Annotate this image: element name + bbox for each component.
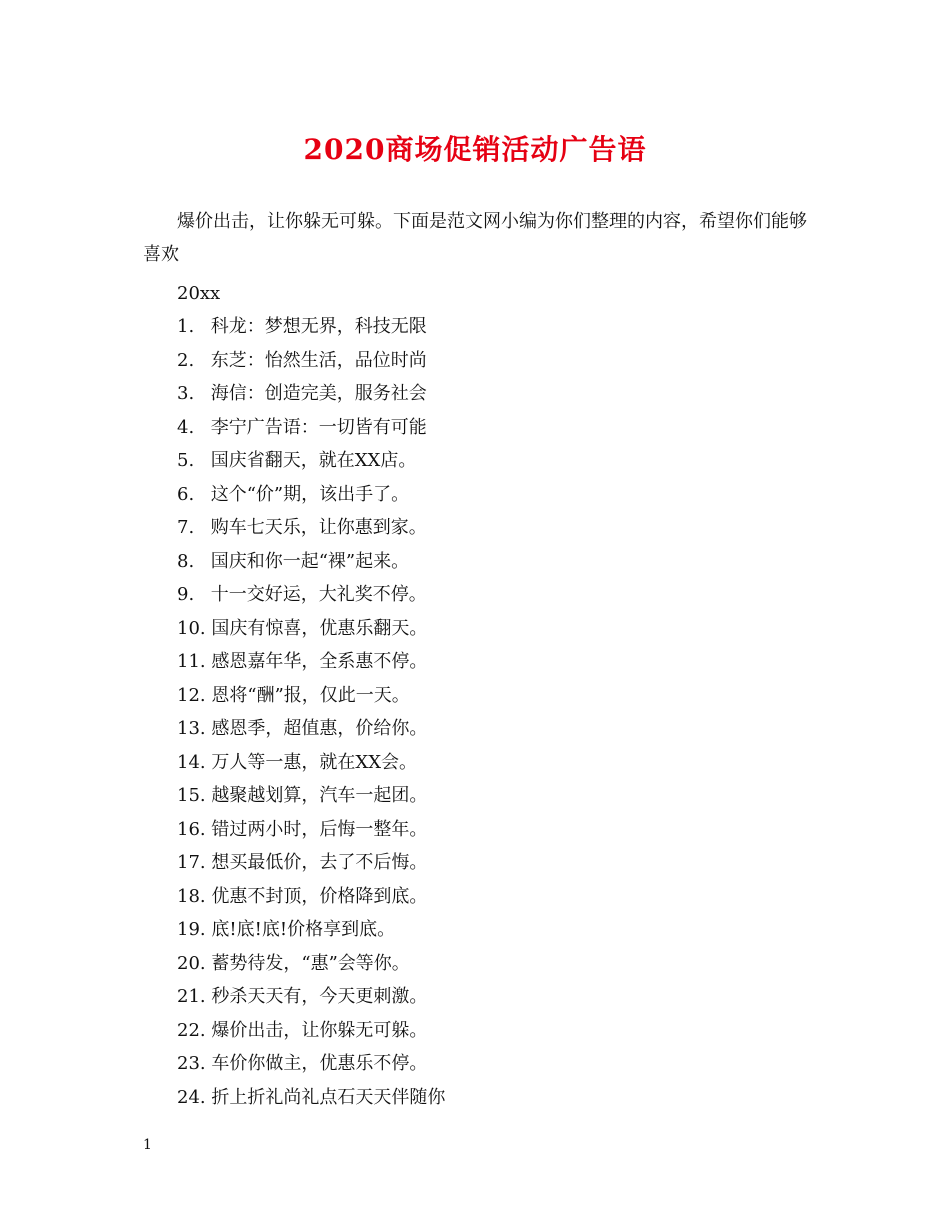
item-number: 6. (177, 483, 195, 505)
item-number: 17. (177, 852, 206, 873)
item-text: 科龙：梦想无界，科技无限 (210, 316, 427, 337)
list-item (177, 813, 445, 847)
page-number: 1 (143, 1137, 152, 1153)
item-text: 想买最低价，去了不后悔。 (211, 852, 428, 873)
item-text: 感恩嘉年华，全系惠不停。 (211, 651, 428, 672)
list-item (177, 913, 445, 947)
list-item (177, 310, 445, 344)
item-text: 万人等一惠，就在XX会。 (211, 751, 418, 773)
list-item (177, 645, 445, 679)
item-number: 9. (177, 584, 195, 605)
item-number: 3. (177, 383, 195, 404)
item-text: 底!底!底!价格享到底。 (211, 919, 396, 940)
item-text: 李宁广告语：一切皆有可能 (210, 416, 427, 438)
list-item (177, 712, 445, 746)
item-text: 感恩季，超值惠，价给你。 (211, 718, 428, 739)
item-number: 23. (177, 1053, 206, 1074)
item-number: 5. (177, 450, 195, 471)
list-item (177, 578, 445, 612)
list-item (177, 980, 445, 1014)
list-item (177, 1047, 445, 1081)
list-item (177, 545, 445, 579)
list-item (177, 1014, 445, 1048)
list-item (177, 344, 445, 378)
item-number: 12. (177, 684, 206, 706)
item-number: 8. (177, 550, 195, 572)
item-number: 11. (177, 651, 206, 672)
list-item (177, 679, 445, 713)
item-text: 东芝：怡然生活，品位时尚 (210, 349, 427, 371)
item-text: 秒杀天天有，今天更刺激。 (211, 986, 428, 1007)
item-number: 7. (177, 517, 195, 538)
list-item (177, 478, 445, 512)
list-item (177, 444, 445, 478)
item-text: 越聚越划算，汽车一起团。 (211, 785, 428, 806)
item-number: 10. (177, 617, 206, 639)
list-item (177, 947, 445, 981)
list-item (177, 612, 445, 646)
list-item (177, 846, 445, 880)
item-text: 折上折礼尚礼点石天天伴随你 (211, 1086, 446, 1108)
slogan-list (177, 310, 445, 1114)
item-number: 15. (177, 785, 206, 806)
list-item (177, 1081, 445, 1115)
item-text: 海信：创造完美，服务社会 (210, 383, 427, 404)
list-item (177, 880, 445, 914)
document-title: 2020商场促销活动广告语 (303, 133, 647, 166)
item-number: 1. (177, 316, 195, 337)
list-item (177, 377, 445, 411)
item-number: 13. (177, 718, 206, 739)
item-number: 2. (177, 349, 195, 371)
item-number: 21. (177, 986, 206, 1007)
year-label: 20xx (177, 283, 221, 304)
item-text: 十一交好运，大礼奖不停。 (210, 584, 427, 605)
item-number: 16. (177, 818, 206, 840)
item-text: 国庆有惊喜，优惠乐翻天。 (211, 617, 428, 639)
intro-paragraph: 爆价出击，让你躲无可躲。下面是范文网小编为你们整理的内容，希望你们能够喜欢 (143, 211, 807, 265)
item-number: 18. (177, 885, 206, 907)
item-text: 爆价出击，让你躲无可躲。 (211, 1019, 428, 1041)
item-number: 24. (177, 1086, 206, 1108)
item-number: 22. (177, 1019, 206, 1041)
item-text: 购车七天乐，让你惠到家。 (210, 517, 427, 538)
item-number: 14. (177, 751, 206, 773)
item-number: 20. (177, 952, 206, 974)
item-text: 车价你做主，优惠乐不停。 (211, 1053, 428, 1074)
list-item (177, 779, 445, 813)
item-number: 19. (177, 919, 206, 940)
list-item (177, 746, 445, 780)
item-number: 4. (177, 416, 195, 438)
item-text: 国庆省翻天，就在XX店。 (210, 450, 417, 471)
item-text: 国庆和你一起“裸”起来。 (210, 550, 410, 572)
list-item (177, 411, 445, 445)
item-text: 这个“价”期，该出手了。 (210, 483, 410, 505)
item-text: 恩将“酬”报，仅此一天。 (211, 684, 410, 706)
list-item (177, 511, 445, 545)
item-text: 优惠不封顶，价格降到底。 (211, 885, 428, 907)
item-text: 蓄势待发，“惠”会等你。 (211, 952, 410, 974)
item-text: 错过两小时，后悔一整年。 (211, 818, 428, 840)
